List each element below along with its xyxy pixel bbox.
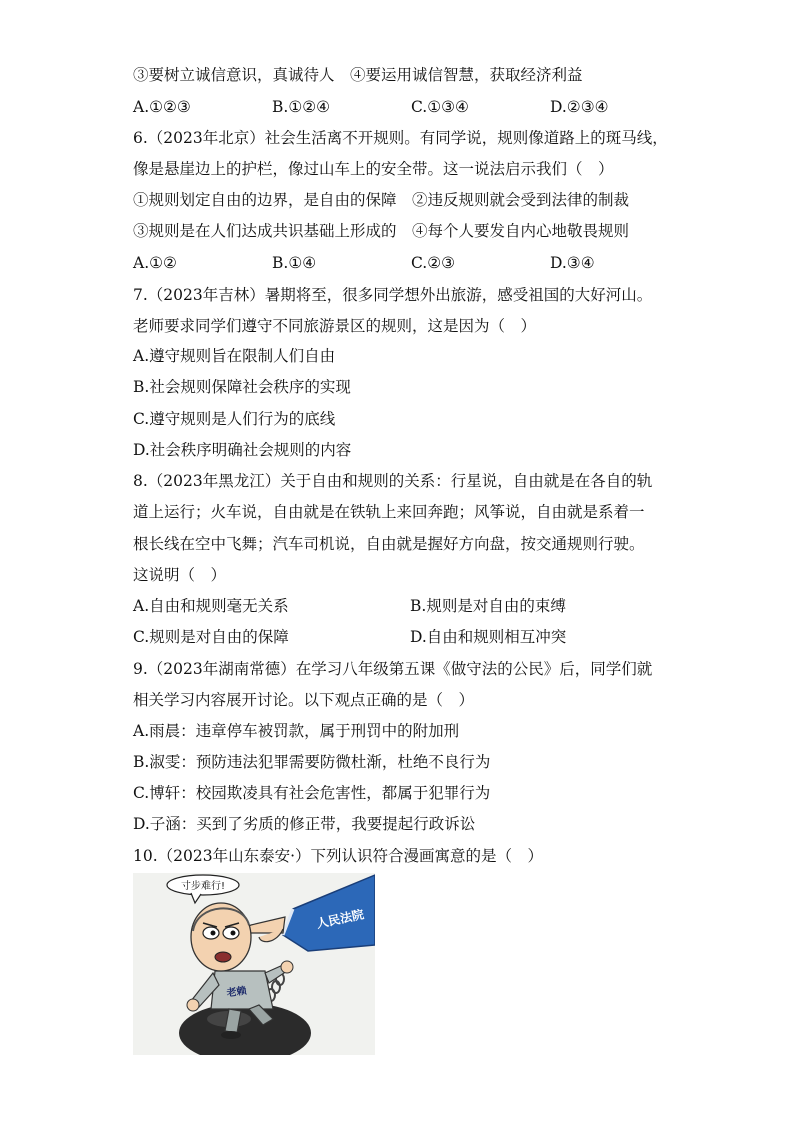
- q8-stem-line-4: 这说明（ ）: [133, 566, 227, 584]
- q7-option-b[interactable]: B.社会规则保障社会秩序的实现: [133, 378, 351, 396]
- q7-option-d[interactable]: D.社会秩序明确社会规则的内容: [133, 441, 352, 459]
- q6-option-c[interactable]: C.②③: [411, 254, 456, 272]
- q6-stem-line-2: 像是悬崖边上的护栏，像过山车上的安全带。这一说法启示我们（ ）: [133, 160, 614, 178]
- q6-options: [133, 252, 693, 274]
- q9-option-a[interactable]: A.雨晨：违章停车被罚款，属于刑罚中的附加刑: [133, 722, 460, 740]
- q6-option-d[interactable]: D.③④: [550, 254, 595, 272]
- speech-bubble-text: 寸步难行!: [180, 881, 226, 892]
- q7-option-c[interactable]: C.遵守规则是人们行为的底线: [133, 410, 336, 428]
- q9-stem-line-1: 9.（2023年湖南常德）在学习八年级第五课《做守法的公民》后，同学们就: [133, 660, 653, 678]
- q8-options-row-2: [133, 626, 693, 648]
- q8-option-c[interactable]: C.规则是对自由的保障: [133, 628, 289, 646]
- court-cartoon-image: [133, 873, 375, 1055]
- debtor-shirt-label: 老赖: [225, 985, 248, 1000]
- q7-stem-line-2: 老师要求同学们遵守不同旅游景区的规则，这是因为（ ）: [133, 317, 537, 335]
- q8-options-row-1: [133, 595, 693, 617]
- q5-option-a[interactable]: A.①②③: [133, 98, 191, 116]
- q9-option-d[interactable]: D.子涵：买到了劣质的修正带，我要提起行政诉讼: [133, 815, 476, 833]
- q7-option-a[interactable]: A.遵守规则旨在限制人们自由: [133, 347, 336, 365]
- q5-option-d[interactable]: D.②③④: [550, 98, 609, 116]
- q8-option-a[interactable]: A.自由和规则毫无关系: [133, 597, 289, 615]
- q8-option-b[interactable]: B.规则是对自由的束缚: [410, 597, 566, 615]
- q6-statements-2: ③规则是在人们达成共识基础上形成的 ④每个人要发自内心地敬畏规则: [133, 222, 630, 240]
- q9-option-c[interactable]: C.博轩：校园欺凌具有社会危害性，都属于犯罪行为: [133, 784, 491, 802]
- q6-option-a[interactable]: A.①②: [133, 254, 177, 272]
- q8-stem-line-1: 8.（2023年黑龙江）关于自由和规则的关系：行星说，自由就是在各自的轨: [133, 472, 653, 490]
- q8-stem-line-3: 根长线在空中飞舞；汽车司机说，自由就是握好方向盘，按交通规则行驶。: [133, 535, 645, 553]
- q6-stem-line-1: 6.（2023年北京）社会生活离不开规则。有同学说，规则像道路上的斑马线，: [133, 129, 668, 147]
- court-sleeve-label: 人民法院: [315, 907, 366, 931]
- q9-stem-line-2: 相关学习内容展开讨论。以下观点正确的是（ ）: [133, 691, 475, 709]
- q8-option-d[interactable]: D.自由和规则相互冲突: [410, 628, 567, 646]
- q5-option-c[interactable]: C.①③④: [411, 98, 469, 116]
- q8-stem-line-2: 道上运行；火车说，自由就是在铁轨上来回奔跑；风筝说，自由就是系着一: [133, 503, 645, 521]
- q6-option-b[interactable]: B.①④: [272, 254, 317, 272]
- q7-stem-line-1: 7.（2023年吉林）暑期将至，很多同学想外出旅游，感受祖国的大好河山。: [133, 286, 653, 304]
- q5-statements: ③要树立诚信意识，真诚待人 ④要运用诚信智慧，获取经济利益: [133, 66, 583, 84]
- q5-options: [133, 96, 693, 118]
- q10-stem: 10.（2023年山东泰安·）下列认识符合漫画寓意的是（ ）: [133, 847, 544, 865]
- q6-statements-1: ①规则划定自由的边界，是自由的保障 ②违反规则就会受到法律的制裁: [133, 191, 630, 209]
- q5-option-b[interactable]: B.①②④: [272, 98, 331, 116]
- q9-option-b[interactable]: B.淑雯：预防违法犯罪需要防微杜渐，杜绝不良行为: [133, 753, 491, 771]
